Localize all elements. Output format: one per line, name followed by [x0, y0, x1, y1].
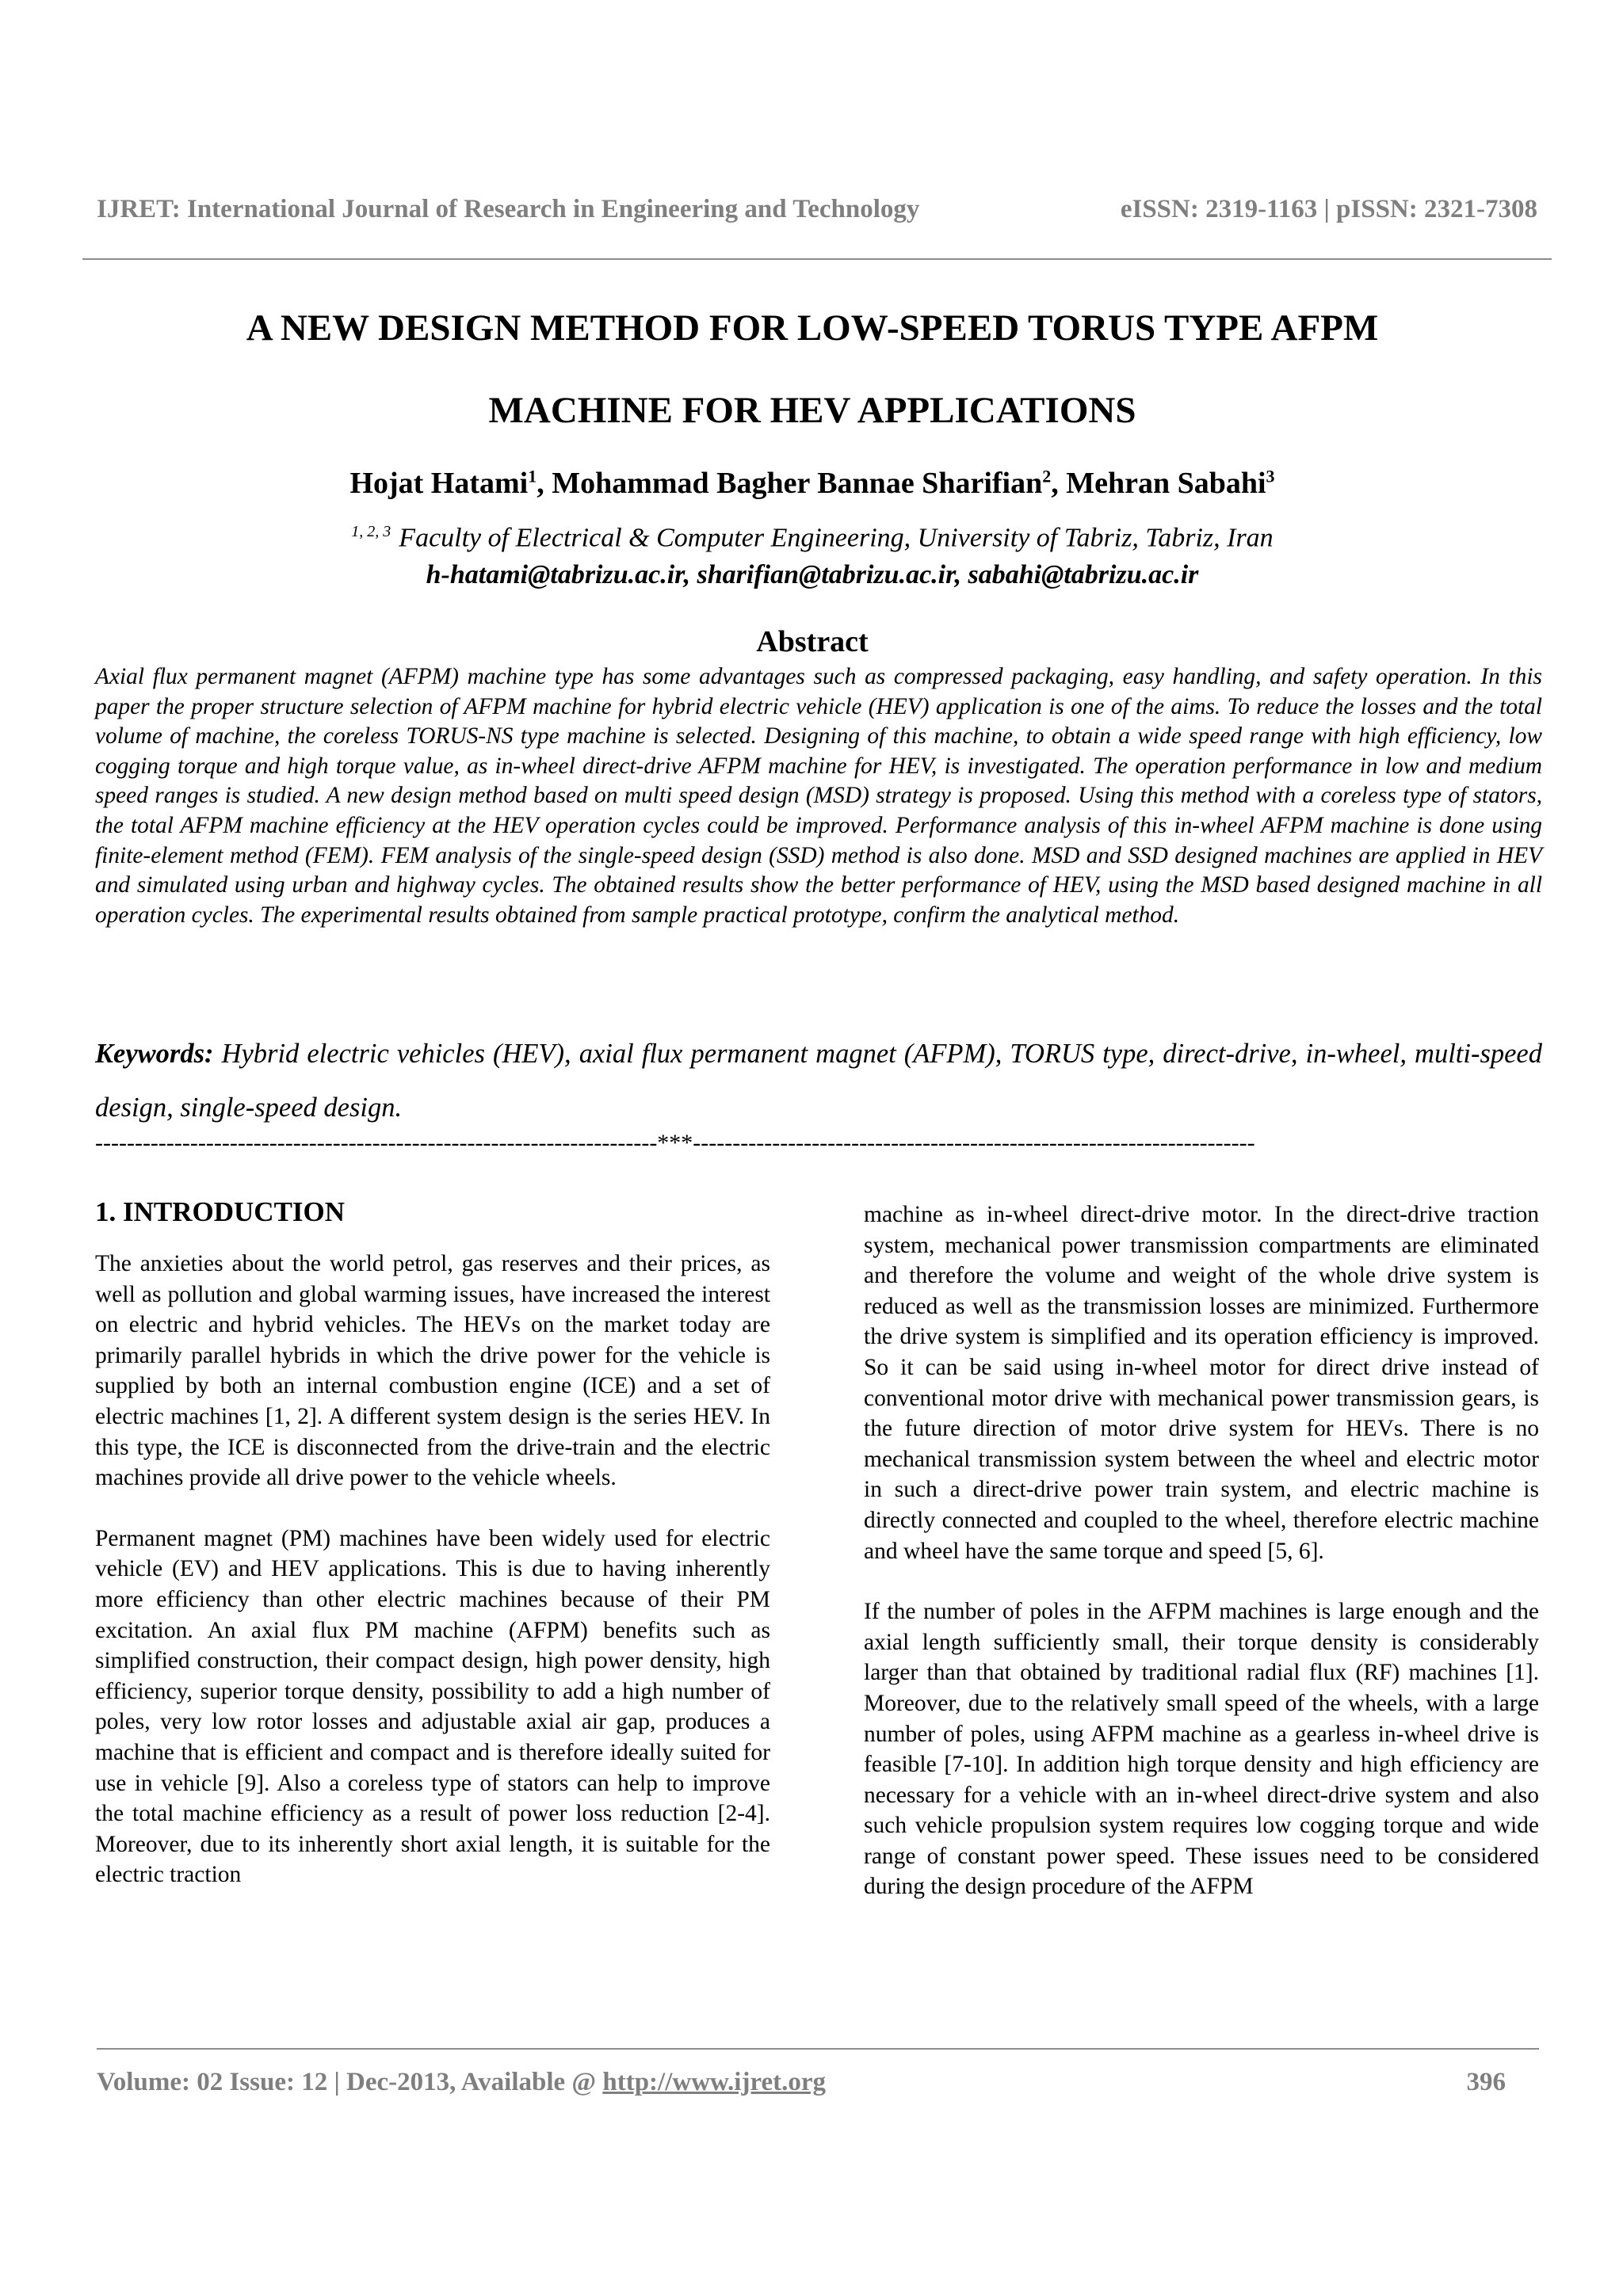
author-emails: h-hatami@tabrizu.ac.ir, sharifian@tabrizu.ac.ir, sabahi@tabrizu.ac.ir: [426, 560, 1199, 589]
author-affiliation-mark: 3: [1266, 466, 1275, 486]
running-footer: [97, 2068, 1506, 2097]
affiliation-marks: 1, 2, 3: [351, 523, 391, 540]
header-rule: [82, 258, 1552, 260]
paper-title: [95, 287, 1529, 452]
journal-name: IJRET: International Journal of Research in Engineering and Technology: [97, 195, 920, 223]
author-affiliation-mark: 1: [528, 466, 537, 486]
title-line-2: MACHINE FOR HEV APPLICATIONS: [488, 390, 1136, 431]
section-separator: -----------------------------------------------------------------------***-----------------------------------------------------------------------: [95, 1130, 1255, 1156]
author-affiliation-mark: 2: [1042, 466, 1052, 486]
keywords-text: Hybrid electric vehicles (HEV), axial flux permanent magnet (AFPM), TORUS type, direct-drive, in-wheel, multi-speed design, single-speed design.: [95, 1039, 1542, 1123]
left-column: [95, 1249, 770, 1890]
footer-volume-info: Volume: 02 Issue: 12 | Dec-2013, Available @: [97, 2068, 603, 2096]
title-line-1: A NEW DESIGN METHOD FOR LOW-SPEED TORUS TYPE AFPM: [246, 307, 1379, 349]
journal-url-link[interactable]: http://www.ijret.org: [602, 2068, 827, 2096]
right-column: [864, 1199, 1539, 1902]
keywords: [95, 1027, 1542, 1135]
page-number: 396: [1466, 2068, 1506, 2096]
footer-rule: [97, 2048, 1539, 2050]
abstract-text: Axial flux permanent magnet (AFPM) machine type has some advantages such as compressed packaging, easy handling, and safety operation. In this paper the proper structure selection of AFPM machine for hybrid electric vehicle (HEV) application is one of the aims. To reduce the losses and the total volume of machine, the coreless TORUS-NS type machine is selected. Designing of this machine, to obtain a wide speed range with high efficiency, low cogging torque and high torque value, as in-wheel direct-drive AFPM machine for HEV, is investigated. The operation performance in low and medium speed ranges is studied. A new design method based on multi speed design (MSD) strategy is proposed. Using this method with a coreless type of stators, the total AFPM machine efficiency at the HEV operation cycles could be improved. Performance analysis of this in-wheel AFPM machine is done using finite-element method (FEM). FEM analysis of the single-speed design (SSD) method is also done. MSD and SSD designed machines are applied in HEV and simulated using urban and highway cycles. The obtained results show the better performance of HEV, using the MSD based designed machine in all operation cycles. The experimental results obtained from sample practical prototype, confirm the analytical method.: [95, 664, 1542, 928]
author-name: Hojat Hatami: [349, 467, 529, 500]
author-name: Mohammad Bagher Bannae Sharifian: [552, 467, 1043, 500]
abstract-heading: Abstract: [756, 625, 869, 658]
section-heading-introduction: 1. INTRODUCTION: [95, 1196, 346, 1227]
keywords-label: Keywords:: [95, 1039, 214, 1069]
issn-info: eISSN: 2319-1163 | pISSN: 2321-7308: [1120, 195, 1537, 223]
affiliation: [95, 523, 1529, 553]
paragraph: If the number of poles in the AFPM machines is large enough and the axial length sufficiently small, their torque density is considerably larger than that obtained by traditional radial flux (RF) machines [1]. Moreover, due to the relatively small speed of the wheels, with a large number of poles, using AFPM machine as a gearless in-wheel drive is feasible [7-10]. In addition high torque density and high efficiency are necessary for a vehicle with an in-wheel direct-drive system and also such vehicle propulsion system requires low cogging torque and wide range of constant power speed. These issues need to be considered during the design procedure of the AFPM: [864, 1599, 1539, 1900]
affiliation-text: Faculty of Electrical & Computer Engineering, University of Tabriz, Tabriz, Iran: [399, 523, 1274, 553]
paragraph: machine as in-wheel direct-drive motor. In the direct-drive traction system, mechanical power transmission compartments are eliminated and therefore the volume and weight of the whole drive system is reduced as well as the transmission losses are minimized. Furthermore the drive system is simplified and its operation efficiency is improved. So it can be said using in-wheel motor for direct drive instead of conventional motor drive with mechanical power transmission gears, is the future direction of motor drive system for HEVs. There is no mechanical transmission system between the wheel and electric motor in such a direct-drive power train system, and electric machine is directly connected and coupled to the wheel, therefore electric machine and wheel have the same torque and speed [5, 6].: [864, 1202, 1539, 1564]
paragraph: The anxieties about the world petrol, gas reserves and their prices, as well as pollution and global warming issues, have increased the interest on electric and hybrid vehicles. The HEVs on the market today are primarily parallel hybrids in which the drive power for the vehicle is supplied by both an internal combustion engine (ICE) and a set of electric machines [1, 2]. A different system design is the series HEV. In this type, the ICE is disconnected from the drive-train and the electric machines provide all drive power to the vehicle wheels.: [95, 1251, 770, 1491]
author-list: Hojat Hatami$^1$, Mohammad Bagher Bannae Sharifian$^2$, Mehran Sabahi$^3$: [349, 466, 1275, 500]
author-name: Mehran Sabahi: [1066, 467, 1266, 500]
paragraph: Permanent magnet (PM) machines have been widely used for electric vehicle (EV) and HEV applications. This is due to having inherently more efficiency than other electric machines because of their PM excitation. An axial flux PM machine (AFPM) benefits such as simplified construction, their compact design, high power density, high efficiency, superior torque density, possibility to add a high number of poles, very low rotor losses and adjustable axial air gap, produces a machine that is efficient and compact and is therefore ideally suited for use in vehicle [9]. Also a coreless type of stators can help to improve the total machine efficiency as a result of power loss reduction [2-4]. Moreover, due to its inherently short axial length, it is suitable for the electric traction: [95, 1525, 770, 1888]
